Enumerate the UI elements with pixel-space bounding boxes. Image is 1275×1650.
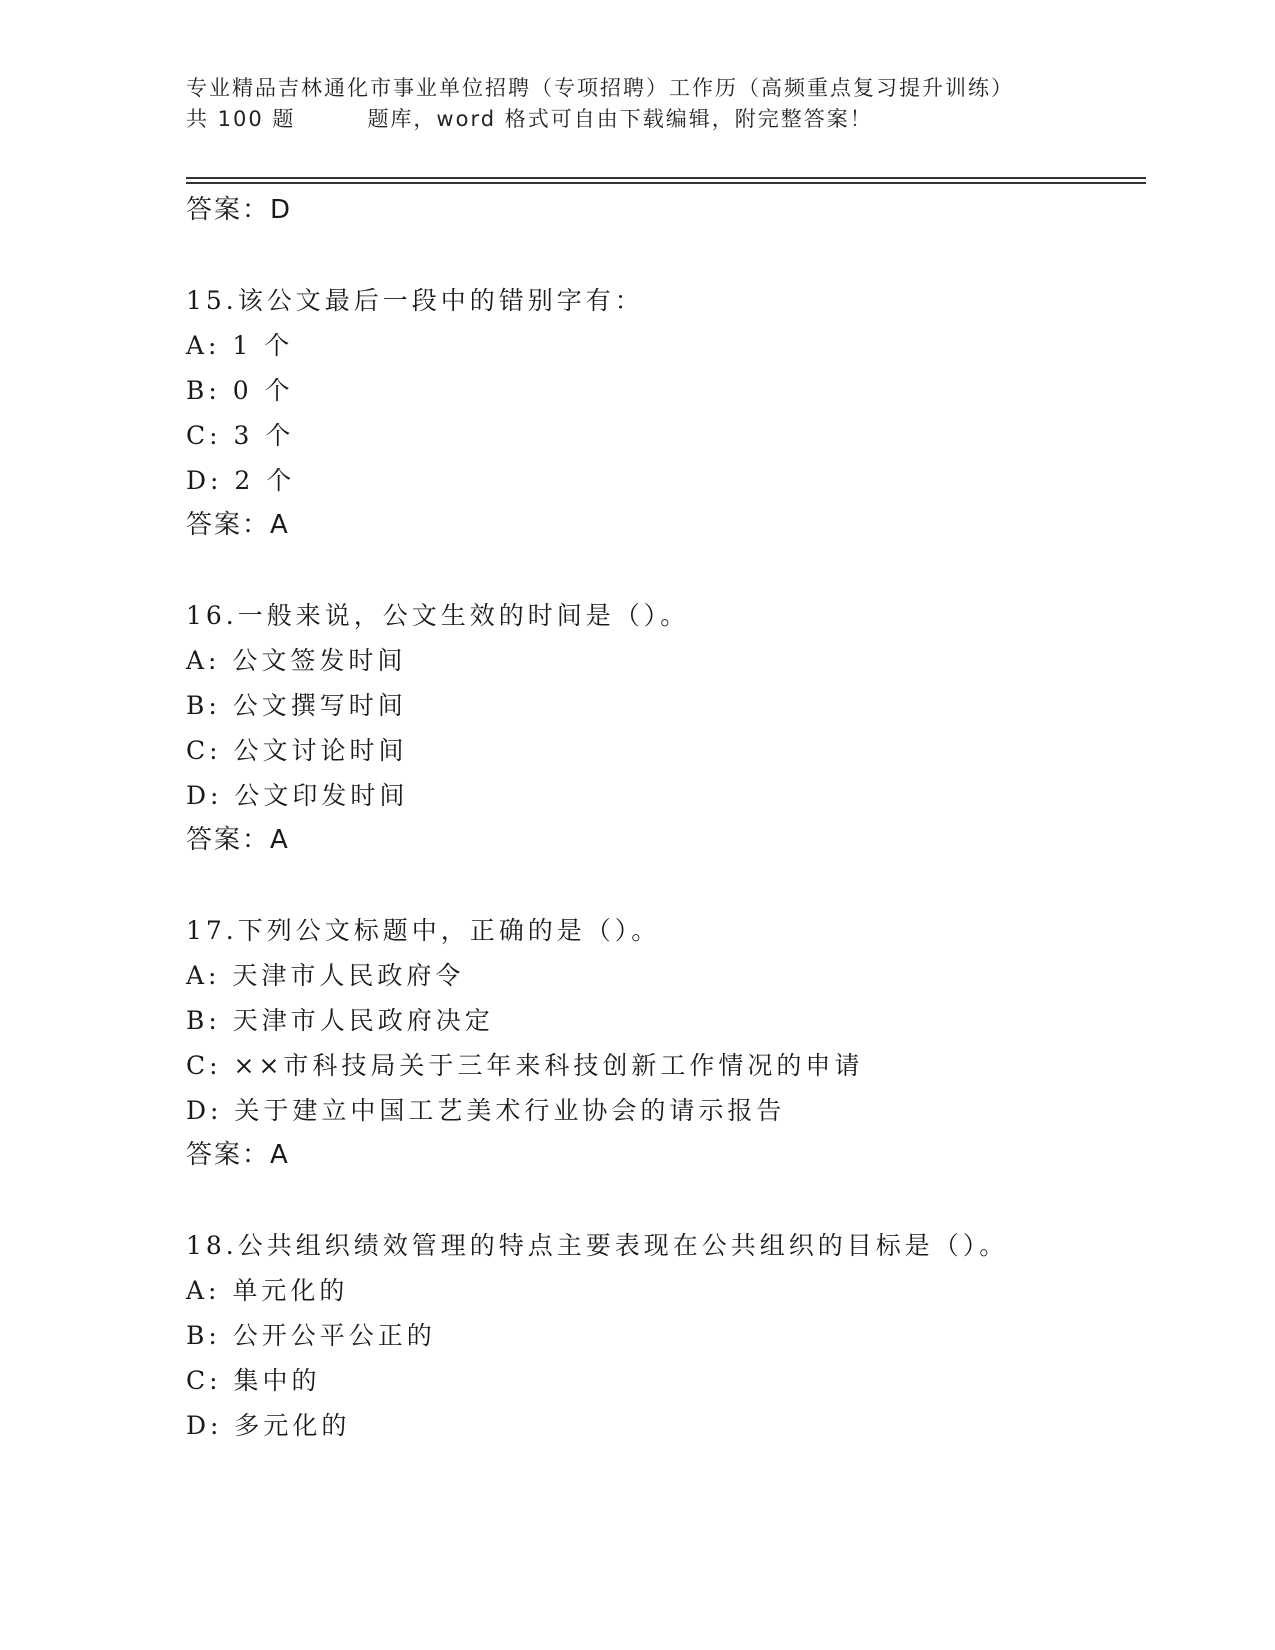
previous-answer: 答案：D	[186, 195, 293, 225]
question-stem: 18.公共组织绩效管理的特点主要表现在公共组织的目标是（）。	[186, 1231, 1009, 1260]
question-stem: 17.下列公文标题中，正确的是（）。	[186, 916, 661, 945]
question-18	[186, 1223, 1146, 1448]
answer: 答案：A	[186, 510, 290, 540]
question-stem: 16.一般来说，公文生效的时间是（）。	[186, 601, 690, 630]
option-a: A: 单元化的	[186, 1276, 349, 1305]
header-subtitle	[186, 104, 1086, 135]
option-c: C: 集中的	[186, 1366, 321, 1395]
option-c: C: 公文讨论时间	[186, 736, 408, 765]
header-description: 题库，word 格式可自由下载编辑，附完整答案！	[367, 107, 873, 131]
option-b: B: 公开公平公正的	[186, 1321, 436, 1350]
header-divider-top	[186, 177, 1146, 179]
option-b: B: 天津市人民政府决定	[186, 1006, 494, 1035]
header-title: 专业精品吉林通化市事业单位招聘（专项招聘）工作历（高频重点复习提升训练）	[186, 76, 1014, 100]
option-c: C: ××市科技局关于三年来科技创新工作情况的申请	[186, 1051, 864, 1080]
option-d: D: 2 个	[186, 466, 296, 495]
option-a: A: 天津市人民政府令	[186, 961, 465, 990]
question-content	[186, 188, 1146, 1448]
page-header	[186, 73, 1086, 135]
option-b: B: 公文撰写时间	[186, 691, 407, 720]
header-divider-bottom	[186, 182, 1146, 184]
option-d: D: 关于建立中国工艺美术行业协会的请示报告	[186, 1096, 786, 1125]
option-c: C: 3 个	[186, 421, 295, 450]
option-d: D: 多元化的	[186, 1411, 351, 1440]
question-16	[186, 593, 1146, 863]
option-b: B: 0 个	[186, 376, 294, 405]
question-stem: 15.该公文最后一段中的错别字有：	[186, 286, 644, 315]
answer: 答案：A	[186, 1140, 290, 1170]
question-15	[186, 278, 1146, 548]
header-question-count: 共 100 题	[186, 107, 296, 131]
option-d: D: 公文印发时间	[186, 781, 409, 810]
question-17	[186, 908, 1146, 1178]
option-a: A: 公文签发时间	[186, 646, 407, 675]
answer: 答案：A	[186, 825, 290, 855]
option-a: A: 1 个	[186, 331, 294, 360]
